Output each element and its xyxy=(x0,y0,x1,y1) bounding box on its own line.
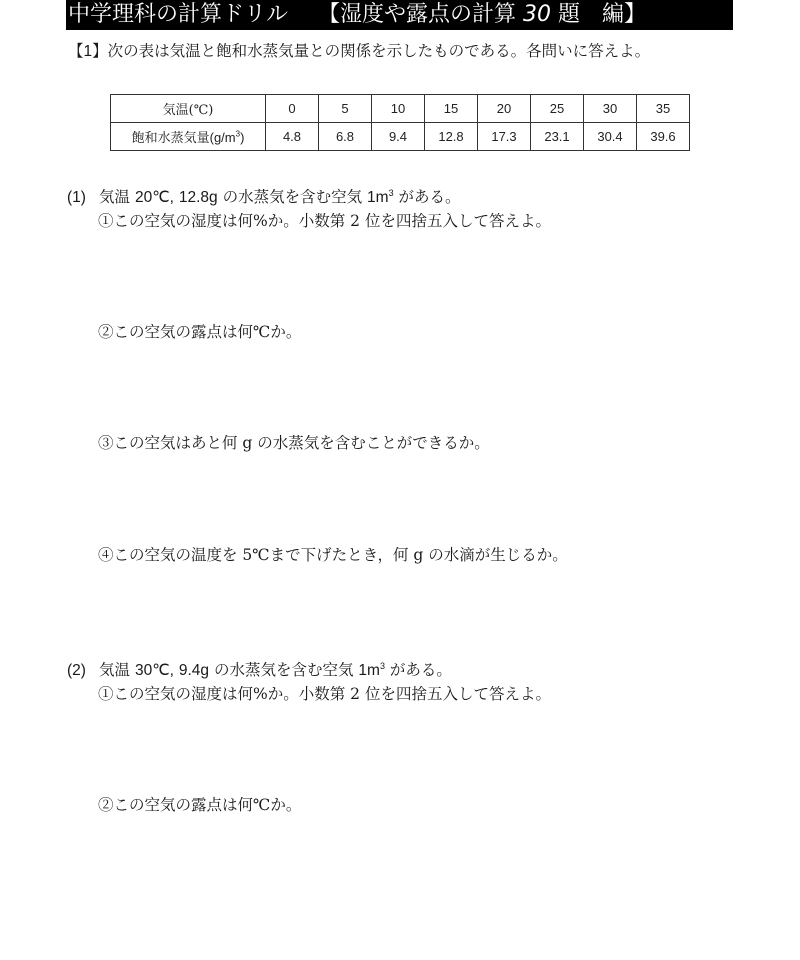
stem-volume-sup: 3 xyxy=(379,661,385,671)
table-cell: 17.3 xyxy=(478,123,531,151)
stem-mass: 12.8g xyxy=(178,189,218,206)
saturation-unit-sup: 3 xyxy=(235,129,241,139)
question-number: (1) xyxy=(67,189,86,206)
question-1-3: ③この空気はあと何 g の水蒸気を含むことができるか。 xyxy=(98,434,490,452)
table-cell: 30 xyxy=(584,95,637,123)
table-cell: 30.4 xyxy=(584,123,637,151)
table-cell: 5 xyxy=(319,95,372,123)
instruction-text: 次の表は気温と飽和水蒸気量との関係を示したものである。各問いに答えよ。 xyxy=(107,42,651,60)
stem-temperature: 20℃, xyxy=(134,189,174,206)
worksheet-subtitle xyxy=(318,0,646,30)
table-cell: 0 xyxy=(266,95,319,123)
stem-text: がある。 xyxy=(389,661,452,679)
stem-volume: 1m xyxy=(367,189,389,206)
stem-text: がある。 xyxy=(398,188,461,206)
table-cell: 23.1 xyxy=(531,123,584,151)
saturation-unit-close: ) xyxy=(240,130,245,145)
worksheet-title-bar xyxy=(66,0,733,30)
stem-text: の水蒸気を含む空気 xyxy=(222,188,363,206)
subtitle-suffix: 題 編】 xyxy=(558,2,647,27)
question-2-2: ②この空気の露点は何℃か。 xyxy=(98,796,302,814)
stem-volume-sup: 3 xyxy=(388,188,394,198)
stem-text: の水蒸気を含む空気 xyxy=(213,661,354,679)
table-row-temperature xyxy=(111,95,690,123)
stem-volume: 1m xyxy=(358,662,380,679)
stem-text: 気温 xyxy=(99,188,131,206)
table-cell: 20 xyxy=(478,95,531,123)
stem-temperature: 30℃, xyxy=(134,662,174,679)
table-cell: 35 xyxy=(637,95,690,123)
section-number: 【1】 xyxy=(68,43,108,60)
subtitle-count: 30 xyxy=(523,2,552,27)
question-2-1: ①この空気の湿度は何%か。小数第 2 位を四捨五入して答えよ。 xyxy=(98,685,551,703)
question-1-1: ①この空気の湿度は何%か。小数第 2 位を四捨五入して答えよ。 xyxy=(98,212,551,230)
question-2-stem xyxy=(67,655,452,682)
saturation-unit: (g/m xyxy=(209,130,236,145)
table-cell: 9.4 xyxy=(372,123,425,151)
table-cell: 39.6 xyxy=(637,123,690,151)
table-cell: 12.8 xyxy=(425,123,478,151)
section-1-instruction xyxy=(68,40,650,63)
row-label-temperature: 気温(℃) xyxy=(111,95,266,123)
table-row-saturation xyxy=(111,123,690,151)
table-cell: 6.8 xyxy=(319,123,372,151)
worksheet-title: 中学理科の計算ドリル xyxy=(68,2,289,27)
table-cell: 10 xyxy=(372,95,425,123)
stem-text: 気温 xyxy=(99,661,131,679)
stem-mass: 9.4g xyxy=(178,662,210,679)
question-1-2: ②この空気の露点は何℃か。 xyxy=(98,323,302,341)
saturation-label: 飽和水蒸気量 xyxy=(131,131,210,146)
row-label-saturation xyxy=(111,123,266,151)
subtitle-prefix: 【湿度や露点の計算 xyxy=(318,2,517,27)
question-number: (2) xyxy=(67,662,86,679)
question-1-4: ④この空気の温度を 5℃まで下げたとき，何 g の水滴が生じるか。 xyxy=(98,546,568,564)
table-cell: 4.8 xyxy=(266,123,319,151)
table-cell: 25 xyxy=(531,95,584,123)
question-1-stem xyxy=(67,182,461,209)
table-cell: 15 xyxy=(425,95,478,123)
saturation-vapor-table xyxy=(110,94,690,151)
